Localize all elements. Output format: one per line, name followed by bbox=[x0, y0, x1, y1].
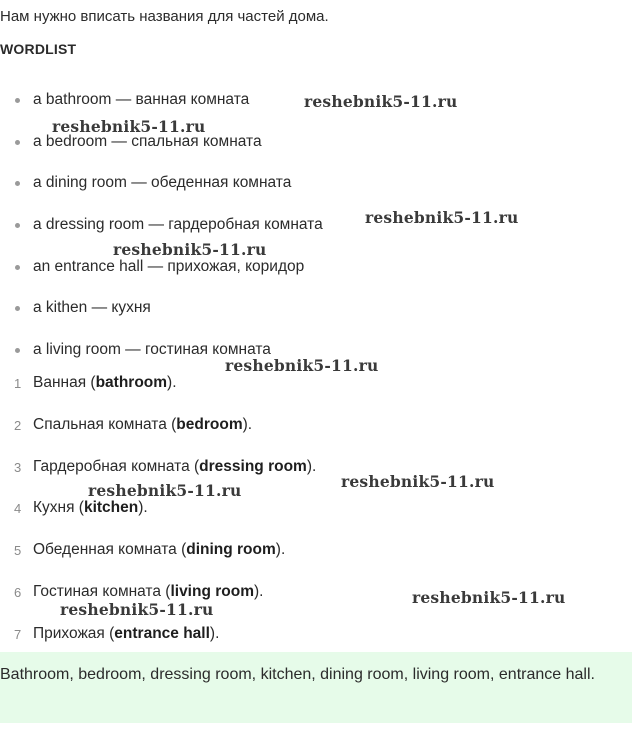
answer-term: entrance hall bbox=[114, 624, 210, 642]
answer-prefix: Кухня ( bbox=[33, 499, 84, 517]
watermark: reshebnik5-11.ru bbox=[52, 117, 206, 136]
answer-suffix: ). bbox=[306, 457, 317, 475]
answer-suffix: ). bbox=[138, 499, 148, 517]
answer-number: 5 bbox=[14, 543, 22, 559]
bullet-icon bbox=[15, 348, 20, 353]
bullet-icon bbox=[15, 265, 20, 270]
answer-term: living room bbox=[170, 582, 254, 600]
answer-summary-box bbox=[0, 652, 632, 723]
watermark: reshebnik5-11.ru bbox=[341, 472, 495, 491]
wordlist-item-text: a bathroom — ванная комната bbox=[33, 91, 250, 108]
answer-term: kitchen bbox=[83, 499, 139, 517]
bullet-icon bbox=[15, 306, 20, 311]
answer-number: 1 bbox=[14, 376, 22, 391]
answer-item bbox=[0, 415, 316, 457]
answer-prefix: Спальная комната ( bbox=[33, 415, 177, 433]
answer-prefix: Обеденная комната ( bbox=[33, 541, 187, 559]
answer-term: dining room bbox=[186, 541, 276, 559]
answer-term: bedroom bbox=[176, 415, 243, 433]
answers-list bbox=[0, 373, 316, 666]
wordlist-item bbox=[0, 132, 323, 174]
answer-number: 3 bbox=[14, 459, 22, 475]
bullet-icon bbox=[15, 140, 20, 145]
bullet-icon bbox=[15, 223, 20, 228]
answer-suffix: ). bbox=[167, 374, 177, 391]
answer-suffix: ). bbox=[254, 582, 264, 600]
watermark: reshebnik5-11.ru bbox=[113, 240, 267, 259]
watermark: reshebnik5-11.ru bbox=[225, 356, 379, 375]
bullet-icon bbox=[15, 98, 20, 103]
answer-item bbox=[0, 540, 316, 582]
answer-prefix: Ванная ( bbox=[33, 374, 96, 391]
answer-suffix: ). bbox=[209, 624, 220, 642]
intro-text: Нам нужно вписать названия для частей дома. bbox=[0, 8, 329, 25]
answer-prefix: Гостиная комната ( bbox=[33, 582, 171, 600]
watermark: reshebnik5-11.ru bbox=[365, 208, 519, 227]
wordlist-item-text: a kithen — кухня bbox=[33, 299, 151, 317]
wordlist-item-text: a living room — гостиная комната bbox=[33, 341, 271, 359]
wordlist-item bbox=[0, 298, 323, 340]
wordlist-item-text: an entrance hall — прихожая, коридор bbox=[33, 257, 305, 275]
answer-item bbox=[0, 373, 316, 415]
answer-number: 2 bbox=[14, 417, 22, 433]
wordlist-item-text: a dining room — обеденная комната bbox=[33, 174, 292, 192]
answer-term: bathroom bbox=[95, 374, 168, 391]
watermark: reshebnik5-11.ru bbox=[60, 600, 214, 619]
wordlist-item bbox=[0, 257, 323, 299]
watermark: reshebnik5-11.ru bbox=[88, 481, 242, 500]
wordlist-item bbox=[0, 173, 323, 215]
answer-number: 6 bbox=[14, 584, 22, 600]
answer-number: 7 bbox=[14, 626, 22, 642]
wordlist-item-text: a dressing room — гардеробная комната bbox=[33, 216, 323, 234]
wordlist-item-text: a bedroom — спальная комната bbox=[33, 132, 262, 150]
answer-prefix: Прихожая ( bbox=[33, 624, 115, 642]
bullet-icon bbox=[15, 181, 20, 186]
watermark: reshebnik5-11.ru bbox=[304, 92, 458, 111]
watermark: reshebnik5-11.ru bbox=[412, 588, 566, 607]
answer-suffix: ). bbox=[275, 541, 286, 559]
answer-summary-text: Bathroom, bedroom, dressing room, kitchen, dining room, living room, entrance hall. bbox=[0, 666, 595, 683]
answer-term: dressing room bbox=[199, 457, 307, 475]
wordlist-heading: WORDLIST bbox=[0, 41, 77, 57]
answer-prefix: Гардеробная комната ( bbox=[33, 457, 200, 475]
answer-item bbox=[0, 498, 316, 540]
answer-number: 4 bbox=[14, 501, 22, 517]
answer-suffix: ). bbox=[242, 415, 253, 433]
